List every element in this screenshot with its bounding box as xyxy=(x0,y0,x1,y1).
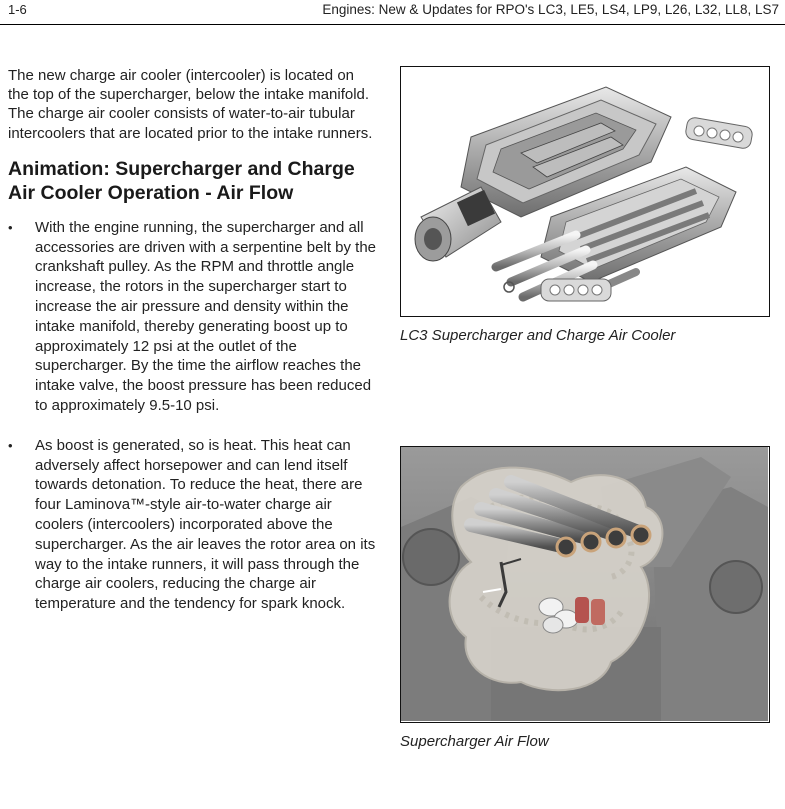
supercharger-illustration xyxy=(401,67,768,315)
intro-paragraph: The new charge air cooler (intercooler) is located on the top of the supercharger, below the intake manifold. The charge air cooler consists of water-to-air tubular intercoolers that are located prior to the intake runners. xyxy=(8,67,373,142)
bullet-marker: • xyxy=(8,219,13,235)
bullet-text: With the engine running, the supercharger and all accessories are driven with a serpentine belt by the crankshaft pulley. As the RPM and throttle angle increase, the rotors in the supercharger start to increase the air pressure and density within the intake manifold, thereby generating boost up to approximately 12 psi at the outlet of the supercharger. By the time the airflow reaches the intake valve, the boost pressure has been reduced to approximately 9.5-10 psi. xyxy=(35,218,377,414)
figure-caption: Supercharger Air Flow xyxy=(400,733,549,750)
supercharger-photo xyxy=(400,66,770,317)
air-flow-illustration xyxy=(401,447,768,721)
figure-caption: LC3 Supercharger and Charge Air Cooler xyxy=(400,327,676,344)
bullet-list xyxy=(8,218,378,614)
air-flow-render xyxy=(400,446,770,723)
section-heading: Animation: Supercharger and Charge Air Cooler Operation - Air Flow xyxy=(8,157,355,205)
figure-air-flow xyxy=(400,446,770,750)
page-number: 1-6 xyxy=(8,2,27,17)
running-title: Engines: New & Updates for RPO's LC3, LE5, LS4, LP9, L26, L32, LL8, LS7 xyxy=(322,2,779,17)
list-item xyxy=(8,436,378,614)
text-column xyxy=(8,66,378,634)
figure-supercharger xyxy=(400,66,770,344)
bullet-text: As boost is generated, so is heat. This heat can adversely affect horsepower and can lend itself towards detonation. To reduce the heat, there are four Laminova™-style air-to-water charge air coolers (intercoolers) incorporated above the supercharger. As the air leaves the rotor area on its way to the intake runners, it will pass through the charge air coolers, reducing the charge air temperature and the tendency for spark knock. xyxy=(35,436,376,613)
bullet-marker: • xyxy=(8,437,13,453)
list-item xyxy=(8,218,378,416)
page-header xyxy=(0,0,785,25)
